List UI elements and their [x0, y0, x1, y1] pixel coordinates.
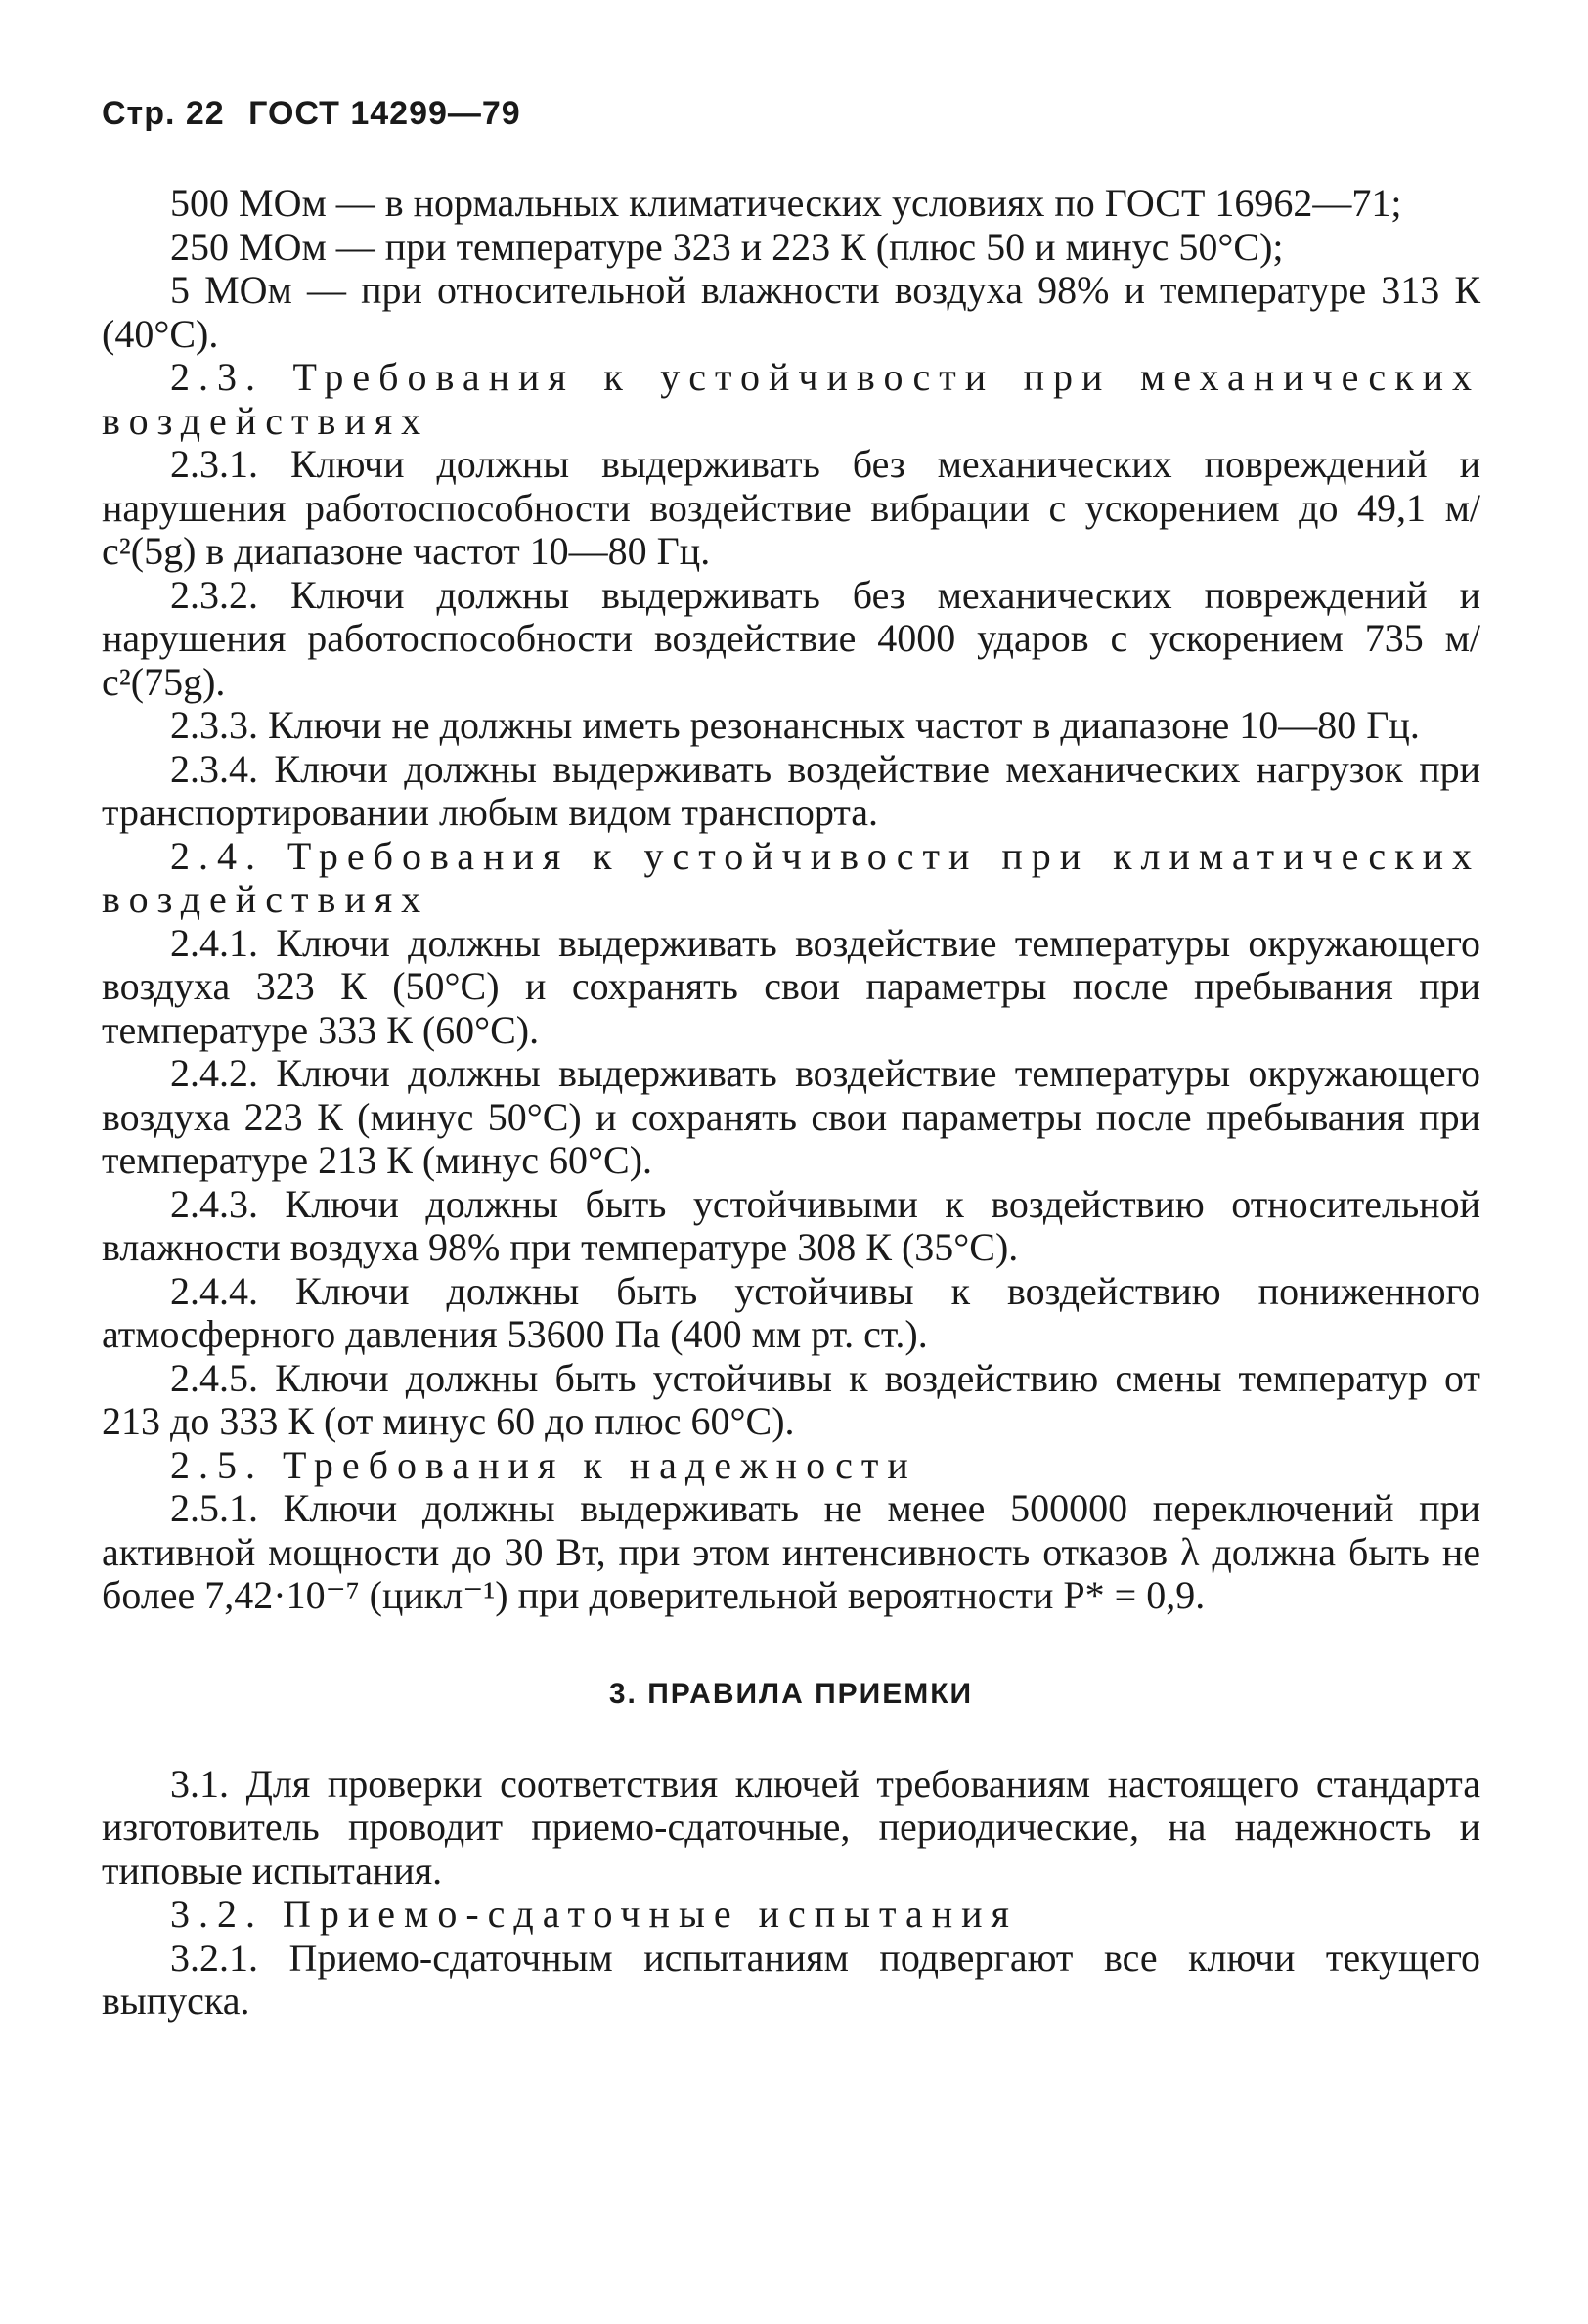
- body-paragraph: 2.4.3. Ключи должны быть устойчивыми к воздействию относительной влажности воздуха 98% при температуре 308 К (35°С).: [102, 1181, 1480, 1269]
- body-paragraph: 2.3.4. Ключи должны выдерживать воздействие механических нагрузок при транспортировании любым видом транспорта.: [102, 746, 1480, 834]
- body-paragraph: 5 МОм — при относительной влажности воздуха 98% и температуре 313 К (40°С).: [102, 268, 1480, 356]
- body-paragraph: 3.2.1. Приемо-сдаточным испытаниям подвергают все ключи текущего выпуска.: [102, 1935, 1480, 2023]
- body-paragraph: 2.3.1. Ключи должны выдерживать без механических повреждений и нарушения работоспособности воздействие вибрации с ускорением до 49,1 м/с²(5g) в диапазоне частот 10—80 Гц.: [102, 442, 1480, 573]
- subsection-heading: 2.4. Требования к устойчивости при климатических воздействиях: [102, 833, 1480, 921]
- subsection-heading: 2.5. Требования к надежности: [170, 1442, 917, 1487]
- body-paragraph: 2.4.2. Ключи должны выдерживать воздействие температуры окружающего воздуха 223 К (минус 50°С) и сохранять свои параметры после пребывания при температуре 213 К (минус 60°С).: [102, 1051, 1480, 1182]
- section-2-body: [102, 182, 1480, 1618]
- body-paragraph: 2.5.1. Ключи должны выдерживать не менее 500000 переключений при активной мощности до 30 Вт, при этом интенсивность отказов λ должна быть не более 7,42·10⁻⁷ (цикл⁻¹) при доверительной вероятности P* = 0,9.: [102, 1486, 1480, 1617]
- body-paragraph: 2.4.4. Ключи должны быть устойчивы к воздействию пониженного атмосферного давления 53600 Па (400 мм рт. ст.).: [102, 1268, 1480, 1356]
- body-paragraph: 2.3.2. Ключи должны выдерживать без механических повреждений и нарушения работоспособности воздействие 4000 ударов с ускорением 735 м/с²(75g).: [102, 572, 1480, 704]
- body-paragraph: 500 МОм — в нормальных климатических условиях по ГОСТ 16962—71;: [170, 181, 1402, 225]
- section-3-body: [102, 1763, 1480, 2024]
- subsection-heading: 2.3. Требования к устойчивости при механических воздействиях: [102, 355, 1480, 443]
- body-paragraph: 250 МОм — при температуре 323 и 223 К (плюс 50 и минус 50°С);: [170, 224, 1284, 269]
- body-paragraph: 2.4.5. Ключи должны быть устойчивы к воздействию смены температур от 213 до 333 К (от минус 60 до плюс 60°С).: [102, 1355, 1480, 1443]
- body-paragraph: 2.3.3. Ключи не должны иметь резонансных частот в диапазоне 10—80 Гц.: [170, 703, 1420, 747]
- page-number-label: Стр. 22: [102, 95, 225, 132]
- document-page: [102, 94, 1480, 2024]
- page-header: [102, 94, 1480, 182]
- body-paragraph: 3.1. Для проверки соответствия ключей требованиям настоящего стандарта изготовитель проводит приемо-сдаточные, периодические, на надежность и типовые испытания.: [102, 1761, 1480, 1893]
- section-3-title: 3. ПРАВИЛА ПРИЕМКИ: [608, 1677, 974, 1710]
- body-paragraph: 2.4.1. Ключи должны выдерживать воздействие температуры окружающего воздуха 323 К (50°С) и сохранять свои параметры после пребывания при температуре 333 К (60°С).: [102, 920, 1480, 1052]
- subsection-heading: 3.2. Приемо-сдаточные испытания: [170, 1892, 1018, 1936]
- standard-code: ГОСТ 14299—79: [248, 95, 521, 132]
